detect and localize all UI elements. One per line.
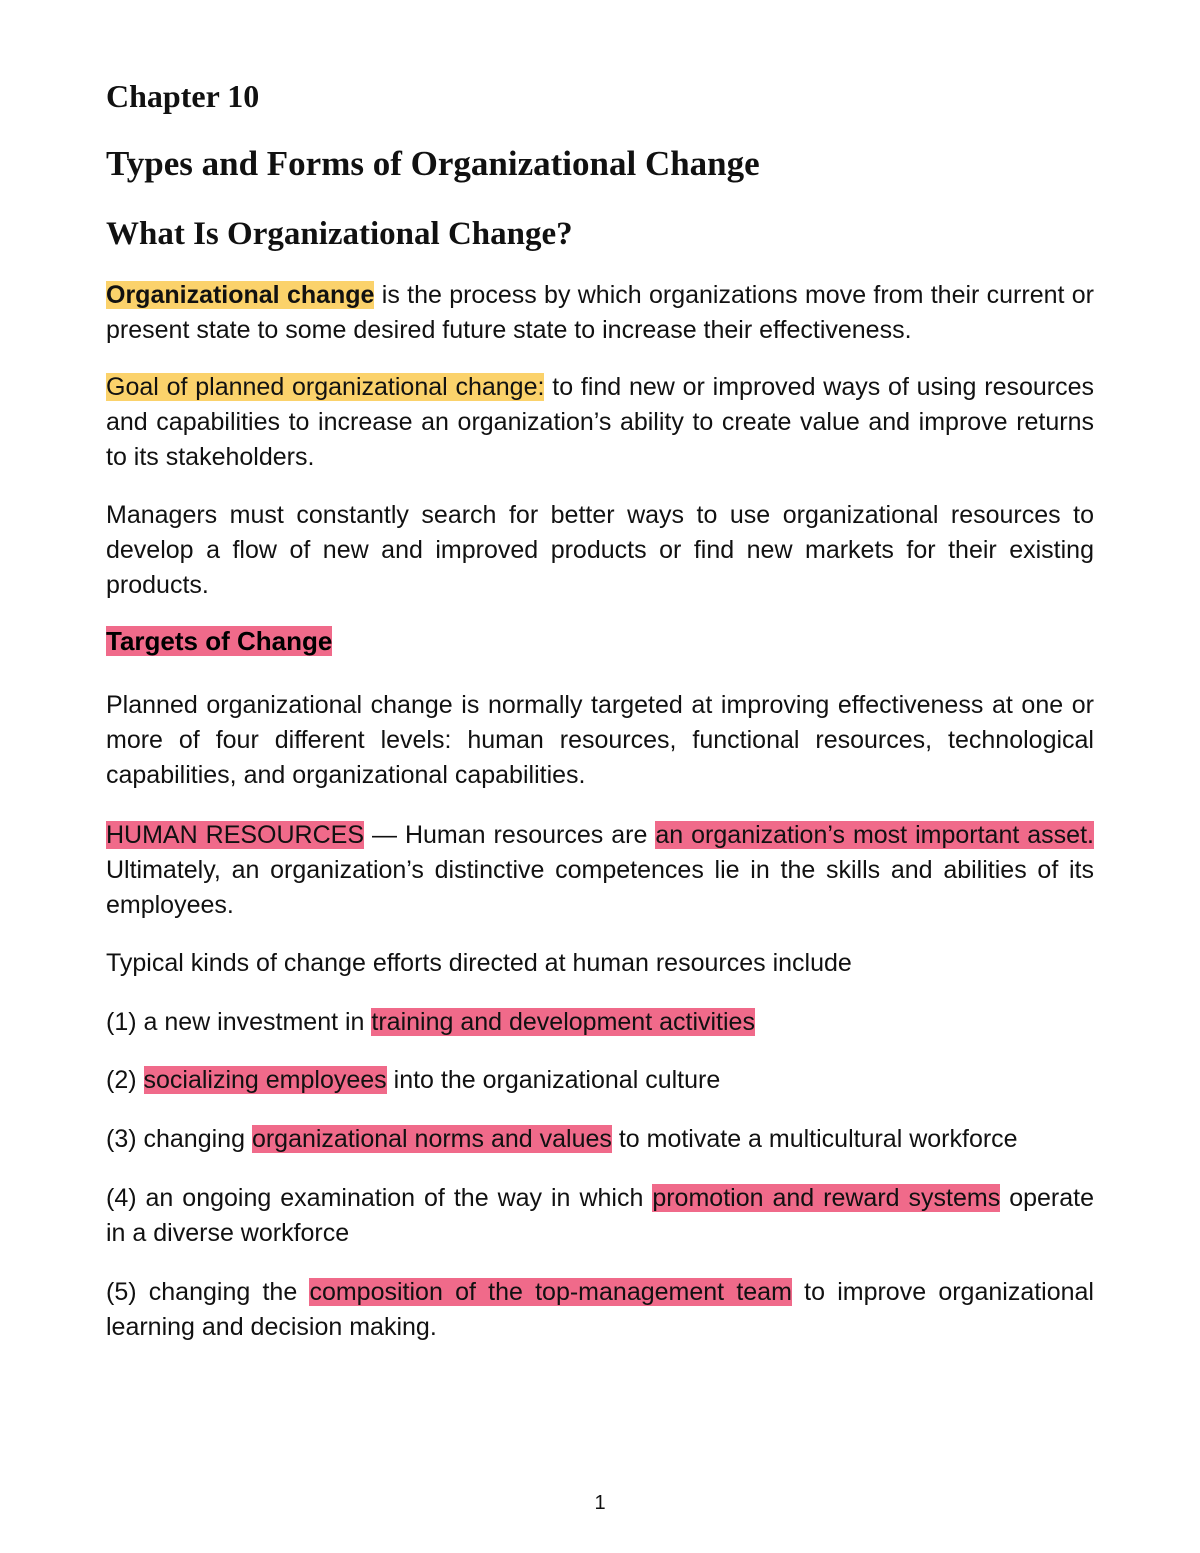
list-item xyxy=(106,1275,1094,1345)
list-item-text: operate in a diverse workforce xyxy=(106,1184,1094,1247)
list-item-text: (4) an ongoing examination of the way in which xyxy=(106,1184,653,1212)
list-item-text: (2) xyxy=(106,1066,144,1094)
list-item-text: into the organizational culture xyxy=(386,1066,721,1094)
section-heading: What Is Organizational Change? xyxy=(106,216,573,252)
highlighted-term: HUMAN RESOURCES xyxy=(106,821,364,849)
highlighted-phrase: organizational norms and values xyxy=(251,1125,612,1153)
list-item-text: to motivate a multicultural workforce xyxy=(611,1125,1018,1153)
list-item-text: (3) changing xyxy=(106,1125,252,1153)
highlighted-phrase: training and development activities xyxy=(371,1008,755,1036)
managers-paragraph: Managers must constantly search for better ways to use organizational resources to develop a flow of new and improved products or find new markets for their existing products. xyxy=(106,501,1094,599)
human-resources-paragraph xyxy=(106,818,1094,923)
chapter-label: Chapter 10 xyxy=(106,78,260,114)
paragraph-text: Ultimately, an organization’s distinctive competences lie in the skills and abilities of its employees. xyxy=(106,856,1094,919)
paragraph-text: to find new or improved ways of using resources and capabilities to increase an organization’s ability to create value and improve returns to its stakeholders. xyxy=(106,373,1095,471)
paragraph-text: — Human resources are xyxy=(364,821,656,849)
highlighted-heading: Targets of Change xyxy=(106,626,333,656)
definition-paragraph xyxy=(106,278,1094,348)
highlighted-phrase: an organization’s most important asset. xyxy=(655,821,1094,849)
list-item-text: to improve organizational learning and decision making. xyxy=(106,1278,1094,1341)
list-item xyxy=(106,1181,1094,1251)
highlighted-phrase: socializing employees xyxy=(143,1066,387,1094)
list-item xyxy=(106,1122,1094,1157)
page-number: 1 xyxy=(594,1492,606,1514)
list-item-text: (1) a new investment in xyxy=(106,1008,372,1036)
highlighted-term: Organizational change xyxy=(106,281,375,309)
highlighted-phrase: composition of the top-management team xyxy=(309,1278,792,1306)
highlighted-phrase: promotion and reward systems xyxy=(652,1184,1001,1212)
targets-paragraph: Planned organizational change is normally targeted at improving effectiveness at one or more of four different levels: human resources, functional resources, technological capabilities, and organizational capabilities. xyxy=(106,691,1094,789)
list-item xyxy=(106,1063,1094,1098)
goal-paragraph xyxy=(106,370,1094,475)
typical-kinds-paragraph: Typical kinds of change efforts directed at human resources include xyxy=(106,949,852,977)
paragraph-text: is the process by which organizations move from their current or present state to some desired future state to increase their effectiveness. xyxy=(106,281,1094,344)
list-item-text: (5) changing the xyxy=(106,1278,310,1306)
highlighted-term: Goal of planned organizational change: xyxy=(106,373,545,401)
list-item xyxy=(106,1005,1094,1040)
document-title: Types and Forms of Organizational Change xyxy=(106,144,760,183)
targets-heading xyxy=(106,626,332,657)
